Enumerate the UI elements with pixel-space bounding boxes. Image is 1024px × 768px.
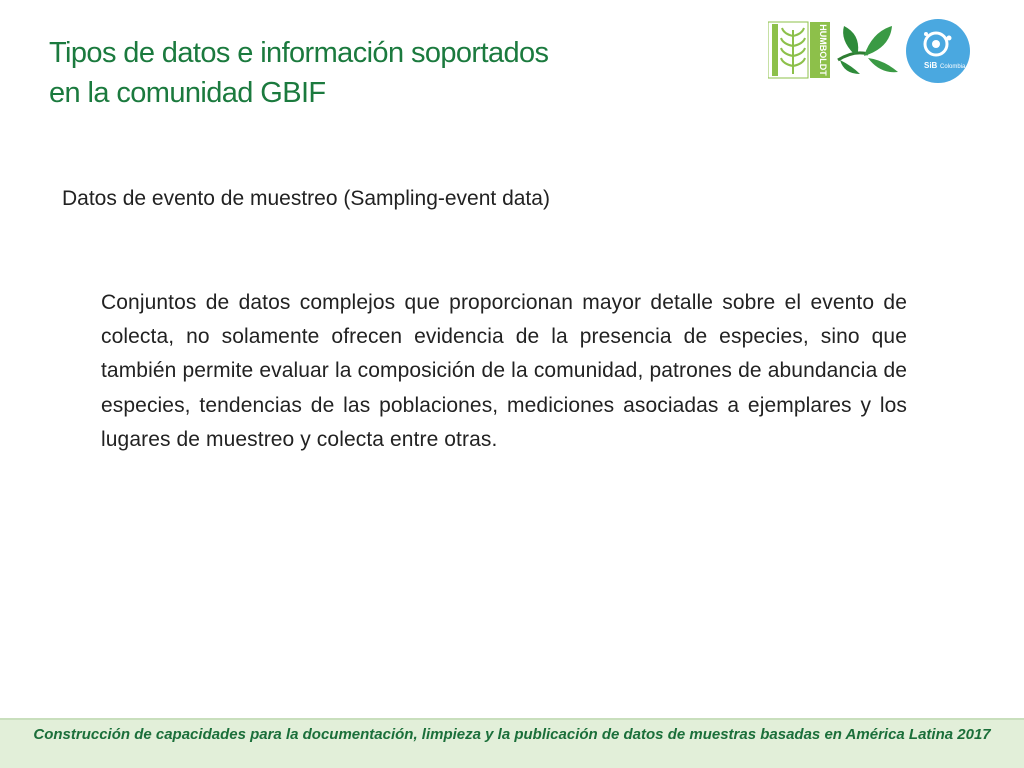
title-line-1: Tipos de datos e información soportados (49, 37, 549, 69)
footer-text: Construcción de capacidades para la documentación, limpieza y la publicación de datos de muestras basadas en América Latina 2017 (33, 726, 991, 743)
sib-logo-text-2: Colombia (940, 64, 966, 70)
humboldt-logo-text: HUMBOLDT (818, 24, 828, 76)
body-paragraph: Conjuntos de datos complejos que proporcionan mayor detalle sobre el evento de colecta, no solamente ofrecen evidencia de la presencia de especies, sino que también permite evaluar la composición de la comunidad, patrones de abundancia de especies, tendencias de las poblaciones, mediciones asociadas a ejemplares y los lugares de muestreo y colecta entre otras. (101, 291, 907, 451)
green-leaves-logo-icon (834, 20, 900, 78)
page-title (49, 33, 689, 113)
sib-colombia-logo-icon (902, 18, 974, 84)
footer-banner (0, 718, 1024, 768)
title-line-2: en la comunidad GBIF (49, 77, 326, 109)
logo-group (768, 16, 978, 86)
sib-logo-text: SiB (924, 61, 938, 70)
section-subtitle: Datos de evento de muestreo (Sampling-event data) (62, 187, 550, 210)
humboldt-wheat-logo-icon (768, 20, 832, 80)
